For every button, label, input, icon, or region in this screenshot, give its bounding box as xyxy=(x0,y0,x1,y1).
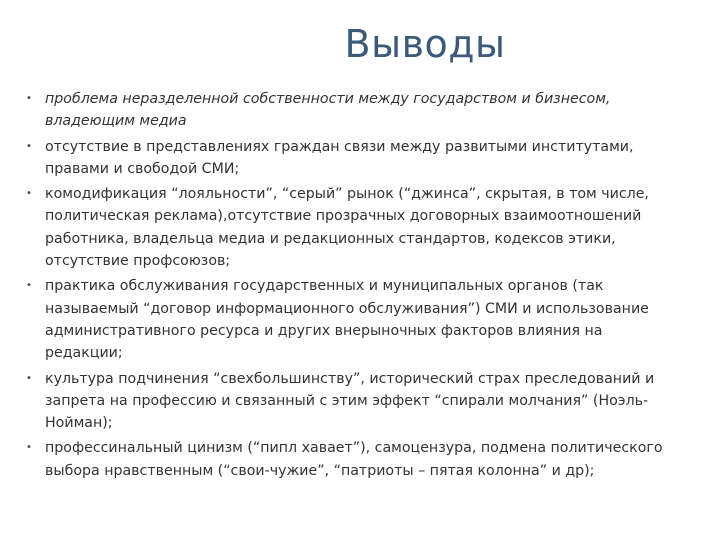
list-item-text: проблема неразделенной собственности между государством и бизнесом, владеющим медиа xyxy=(45,91,611,130)
bullet-icon: • xyxy=(26,442,32,454)
list-item-text: профессинальный цинизм (“пипл хавает”), самоцензура, подмена политического выбора нравственным (“свои-чужие”, “патриоты – пятая колонна” и др); xyxy=(45,440,663,479)
list-item xyxy=(26,437,666,482)
list-item-text: культура подчинения “свехбольшинству”, исторический страх преследований и запрета на профессию и связанный с этим эффект “спирали молчания” (Ноэль-Нойман); xyxy=(45,370,655,432)
list-item-text: практика обслуживания государственных и муниципальных органов (так называемый “договор информационного обслуживания”) СМИ и использование административного ресурса и других внерыночных факторов влияния на редакции; xyxy=(45,278,649,362)
list-item xyxy=(26,136,666,181)
slide-title: Выводы xyxy=(344,22,506,66)
list-item xyxy=(26,275,666,364)
list-item xyxy=(26,368,666,435)
bullet-icon: • xyxy=(26,93,32,104)
bullet-icon: • xyxy=(26,140,32,152)
list-item-text: комодификация “лояльности”, “серый” рынок (“джинса”, скрытая, в том числе, политическая реклама),отсутствие прозрачных договорных взаимоотношений работника, владельца медиа и редакционных стандартов, кодексов этики, отсутствие профсоюзов; xyxy=(45,186,649,270)
bullet-icon: • xyxy=(26,188,32,200)
list-item xyxy=(26,88,666,133)
list-item xyxy=(26,183,666,272)
list-item-text: отсутствие в представлениях граждан связи между развитыми институтами, правами и свободой СМИ; xyxy=(45,138,634,177)
bullet-icon: • xyxy=(26,372,32,384)
bullet-icon: • xyxy=(26,280,32,292)
conclusions-list xyxy=(26,88,666,485)
